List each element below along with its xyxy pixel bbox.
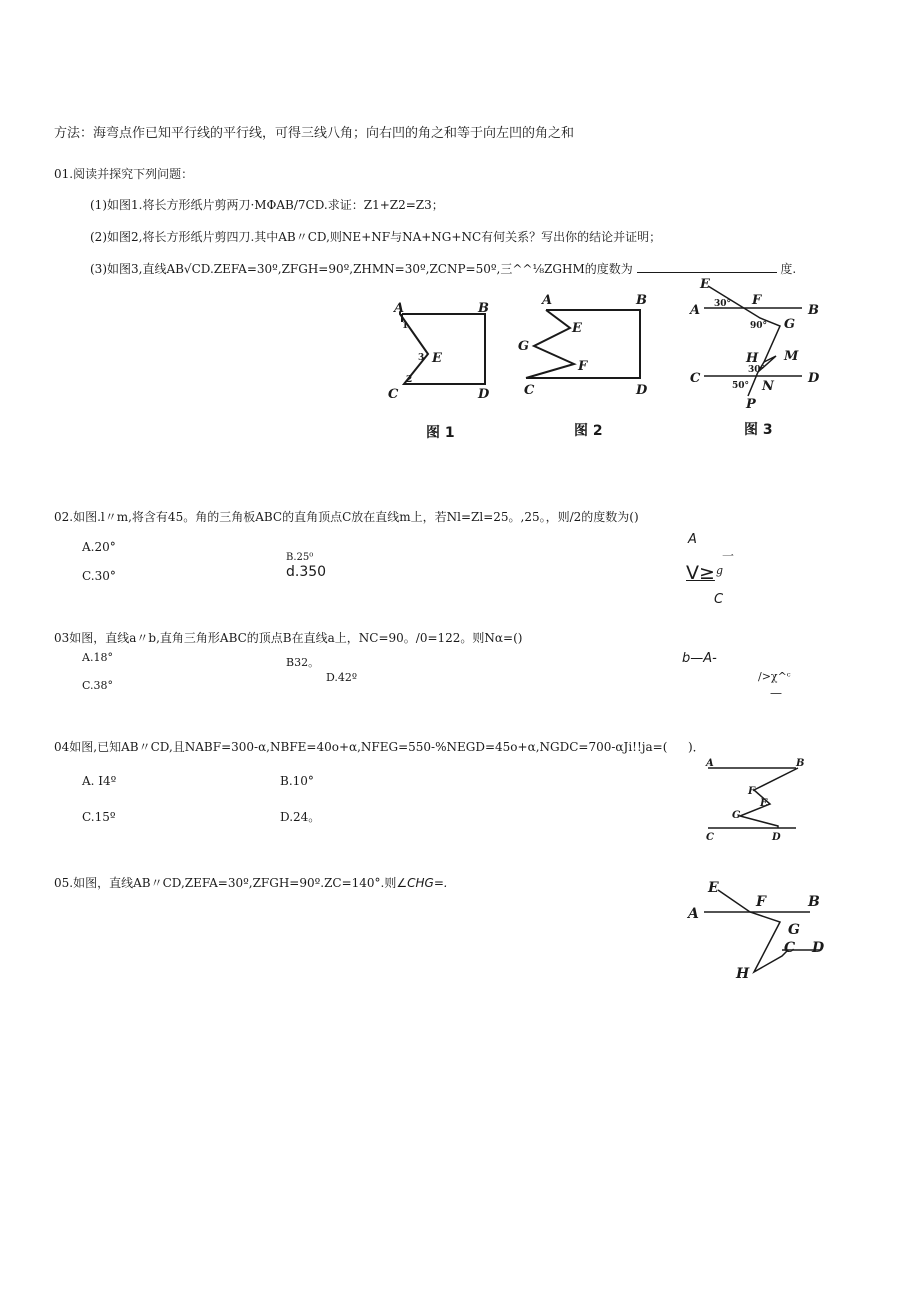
q2-fig-label-a: A	[688, 532, 697, 547]
q5-fig-label-f: F	[756, 894, 766, 910]
fig1-angle-2: 2	[406, 375, 413, 385]
q3-fig-top: b—A-	[682, 651, 717, 666]
fig3-label-h: H	[746, 351, 759, 366]
q2-fig-shape: V≥	[686, 562, 715, 584]
fig1-label-d: D	[478, 387, 490, 402]
fig1-angle-3: 3	[418, 353, 425, 363]
q4-fig-label-b: B	[796, 758, 805, 769]
q4-option-a[interactable]: A. I4º	[82, 774, 117, 788]
q3-option-c[interactable]: C.38°	[82, 679, 114, 692]
fig1-label-e: E	[432, 351, 442, 366]
q4-fig-label-g: G	[732, 810, 741, 821]
fig2-label-c: C	[524, 383, 535, 398]
fig3-label-a: A	[690, 303, 701, 318]
q2-stem: 02.如图.l〃m,将含有45。角的三角板ABC的直角顶点C放在直线m上，若Nl=Zl=25。,25。，则/2的度数为()	[54, 510, 639, 524]
q4-fig-label-e: E	[760, 798, 768, 809]
q5-fig-label-c: C	[784, 940, 796, 956]
q2-option-d[interactable]: d.350	[286, 564, 327, 580]
fig2-caption: 图 2	[574, 423, 603, 439]
q5-stem-angle: ∠CHG=.	[396, 876, 448, 890]
fig3-label-d: D	[808, 371, 820, 386]
fig3-label-p: P	[746, 397, 756, 412]
fig3-label-m: M	[784, 349, 799, 364]
fig1-label-b: B	[478, 301, 489, 316]
fig3-label-g: G	[784, 317, 796, 332]
q5-fig-label-a: A	[688, 906, 699, 922]
q3-option-d[interactable]: D.42º	[326, 671, 358, 684]
fig3-angle-30b: 30°	[748, 365, 766, 375]
q2-fig-label-c: C	[714, 592, 724, 607]
q2-fig-label-g: g	[716, 564, 724, 577]
q2-option-c[interactable]: C.30°	[82, 569, 116, 583]
q1-part2: (2)如图2,将长方形纸片剪四刀.其中AB〃CD,则NE+NF与NA+NG+NC有何关系？写出你的结论并证明；	[90, 230, 662, 244]
figure-1	[380, 292, 500, 442]
q4-fig-label-c: C	[706, 832, 714, 843]
fig2-label-f: F	[578, 359, 588, 374]
fig2-label-e: E	[572, 321, 582, 336]
q5-fig-label-g: G	[788, 922, 800, 938]
fig2-label-a: A	[542, 293, 553, 308]
q3-fig-mid: />χ^ᶜ	[758, 670, 791, 683]
fig3-label-e: E	[700, 277, 710, 292]
answer-blank[interactable]	[637, 261, 777, 273]
q3-fig-dash: —	[770, 686, 782, 700]
method-note: 方法：海弯点作已知平行线的平行线，可得三线八角；向右凹的角之和等于向左凹的角之和	[54, 126, 575, 141]
q4-fig-label-d: D	[772, 832, 781, 843]
q1-part1: (1)如图1.将长方形纸片剪两刀·MΦAB/7CD.求证：Z1+Z2=Z3；	[90, 198, 444, 212]
q2-option-b[interactable]: B.25⁰	[286, 552, 314, 563]
q3-stem: 03如图，直线a〃b,直角三角形ABC的顶点B在直线a上，NC=90。/0=122。则Nα=()	[54, 631, 523, 645]
q4-option-d[interactable]: D.24。	[280, 810, 321, 824]
fig1-label-a: A	[394, 301, 405, 316]
q4-stem: 04如图,已知AB〃CD,且NABF=300-α,NBFE=40o+α,NFEG=550-%NEGD=45o+α,NGDC=700-αJi!!ja=(	[54, 740, 668, 754]
q1-heading: 01.阅读并探究下列问题：	[54, 167, 194, 181]
q5-fig-label-b: B	[808, 894, 820, 910]
q4-option-c[interactable]: C.15º	[82, 810, 116, 824]
fig3-angle-30: 30°	[714, 299, 732, 309]
fig3-label-b: B	[808, 303, 819, 318]
q5-stem	[54, 876, 448, 890]
fig3-label-c: C	[690, 371, 701, 386]
q4-figure	[700, 756, 805, 848]
q2-fig-dash: 一	[722, 549, 735, 563]
fig3-label-n: N	[762, 379, 774, 394]
q3-option-b[interactable]: B32。	[286, 656, 320, 669]
figure-3	[684, 276, 824, 442]
q5-stem-text: 05.如图，直线AB〃CD,ZEFA=30º,ZFGH=90º.ZC=140°.则	[54, 876, 397, 890]
fig3-angle-90: 90°	[750, 321, 768, 331]
q1-part3-text: (3)如图3,直线AB√CD.ZEFA=30º,ZFGH=90º,ZHMN=30º,ZCNP=50º,三^^⅛ZGHM的度数为	[90, 262, 633, 276]
fig2-label-d: D	[636, 383, 648, 398]
q5-fig-label-h: H	[736, 966, 750, 982]
fig1-caption: 图 1	[426, 425, 455, 441]
q4-option-b[interactable]: B.10°	[280, 774, 314, 788]
q2-option-a[interactable]: A.20°	[82, 540, 116, 554]
q5-fig-label-e: E	[708, 880, 719, 896]
fig2-label-b: B	[636, 293, 647, 308]
q4-stem-end: )．	[688, 740, 705, 754]
q4-fig-label-f: F	[748, 786, 756, 797]
q5-figure	[684, 876, 834, 986]
q1-part3	[90, 261, 796, 276]
q5-fig-label-d: D	[812, 940, 825, 956]
fig2-label-g: G	[518, 339, 530, 354]
fig1-label-c: C	[388, 387, 399, 402]
fig1-angle-1: 1	[402, 321, 409, 331]
q4-fig-label-a: A	[706, 758, 714, 769]
fig3-angle-50: 50°	[732, 381, 750, 391]
fig3-label-f: F	[752, 293, 762, 308]
q1-part3-end: 度.	[780, 262, 797, 276]
fig3-caption: 图 3	[744, 422, 773, 438]
q3-option-a[interactable]: A.18°	[82, 651, 113, 664]
figure-2	[510, 290, 660, 442]
